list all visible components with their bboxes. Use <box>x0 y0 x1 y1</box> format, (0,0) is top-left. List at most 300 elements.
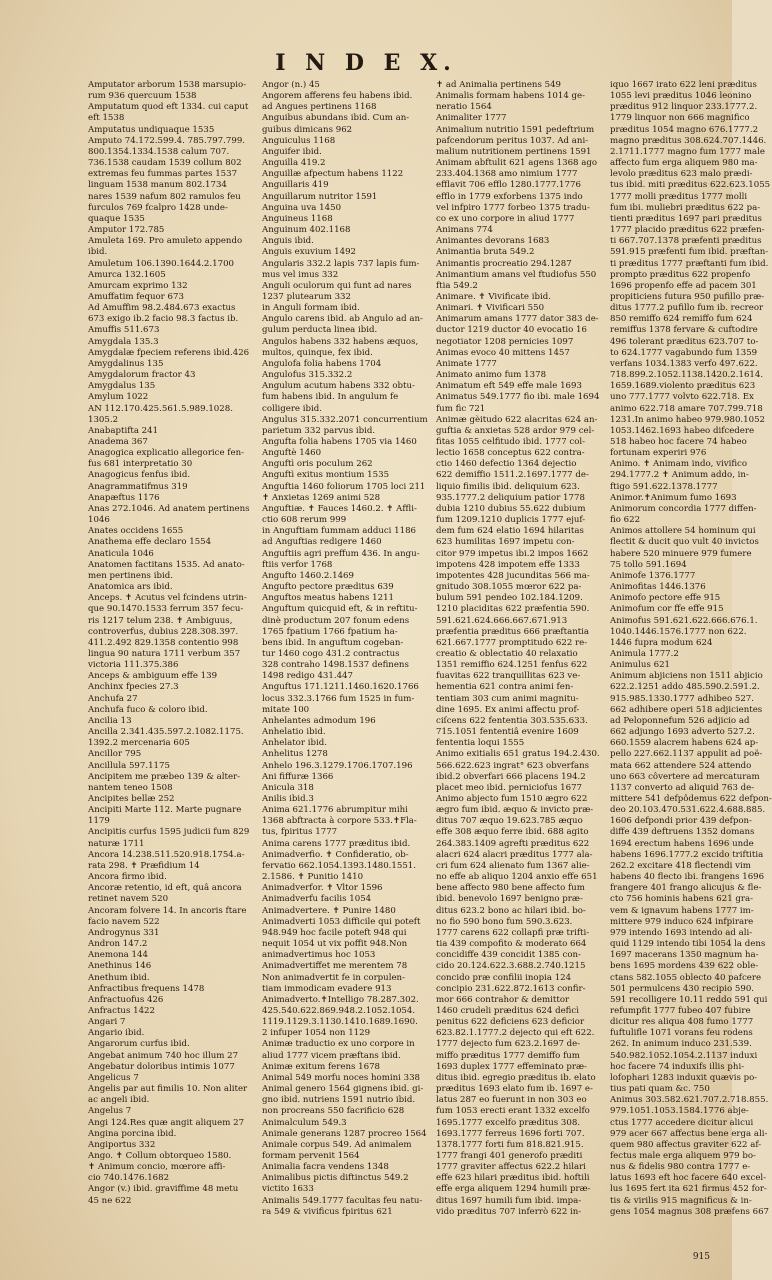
index-entry: Anguinum 402.1168 <box>262 225 351 236</box>
index-entry: fententia loqui 1555 <box>436 738 525 749</box>
index-entry: 1697 macerans 1350 magnum ha- <box>610 950 759 961</box>
index-entry: Androgynus 331 <box>88 927 160 938</box>
index-entry: in Anguli formam ibid. <box>262 303 360 314</box>
index-entry: fectus male erga aliquem 979 bo- <box>610 1151 756 1161</box>
index-entry: 623 humilitas 1697 impetu con- <box>436 537 575 548</box>
index-entry: Animantia bruta 549.2 <box>436 247 535 258</box>
index-entry: ftia 549.2 <box>436 280 478 291</box>
index-entry: bens 1695 mordens 439 622 oble- <box>610 961 759 972</box>
index-entry: verfans 1034.1383 verfo 497.622. <box>610 358 758 369</box>
index-entry: Anhelatio ibid. <box>262 727 326 738</box>
index-entry: Angebat animum 740 hoc illum 27 <box>88 1050 239 1061</box>
index-entry: 1119.1129.3.1130.1410.1689.1690. <box>262 1017 418 1028</box>
index-entry: ditus 1777.2 pufillo fum ib. recreor <box>610 303 764 314</box>
index-entry: Anhelitus 1278 <box>262 749 328 760</box>
index-entry: diffe 439 deftruens 1352 domans <box>610 827 755 838</box>
index-entry: Anguiculus 1168 <box>262 135 336 146</box>
index-entry: Angarorum curfus ibid. <box>88 1039 190 1050</box>
index-entry: Anima carens 1777 præditus ibid. <box>262 838 411 849</box>
index-entry: Animatum eft 549 effe male 1693 <box>436 381 582 392</box>
index-entry: Animalia facra vendens 1348 <box>262 1162 389 1173</box>
index-entry: 294.1777.2 ✝ Animum addo, in- <box>610 470 749 481</box>
index-entry: ctio 608 rerum 999 <box>262 515 347 526</box>
index-entry: Ancilla 2.341.435.597.2.1082.1175. <box>88 727 244 738</box>
index-entry: men pertinens ibid. <box>88 570 173 581</box>
index-entry: Anagrammatifmus 319 <box>88 481 188 492</box>
index-entry: fum habens ibid. In angulum fe <box>262 392 399 403</box>
index-entry: ✝ Animum concio, mœrore affi- <box>88 1162 226 1173</box>
index-entry: 262. In animum induco 231.539. <box>610 1039 752 1050</box>
index-entry: prompto præditus 622 propenfo <box>610 269 751 280</box>
index-entry: 979 intendo 1693 intendo ad ali- <box>610 927 753 938</box>
index-entry: Amurcam exprimo 132 <box>88 280 188 291</box>
index-entry: Ancoræ retentio, id eft, quâ ancora <box>88 883 242 894</box>
index-entry: victoria 111.375.386 <box>88 660 179 671</box>
index-entry: mata 662 attendere 524 attendo <box>610 760 752 771</box>
index-entry: dem fum 624 elatio 1694 hilaritas <box>436 526 584 537</box>
index-entry: aliud 1777 vicem præftans ibid. <box>262 1050 401 1061</box>
index-entry: fuavitas 622 tranquillitas 623 ve- <box>436 671 581 682</box>
index-entry: fus 681 interpretatio 30 <box>88 459 193 470</box>
index-entry: affecto fum erga aliquem 980 ma- <box>610 158 758 169</box>
index-entry: to 624.1777 vagabundo fum 1359 <box>610 347 758 358</box>
index-entry: Angelus 7 <box>88 1106 132 1117</box>
index-entry: 591.621.624.666.667.671.913 <box>436 615 568 626</box>
index-entry: ti 667.707.1378 præfenti præditus <box>610 236 762 247</box>
index-entry: dine 1695. Ex animi affectu prof- <box>436 704 580 715</box>
index-entry: ra 549 & vivificus fpiritus 621 <box>262 1206 393 1217</box>
index-entry: Angufto 1460.2.1469 <box>262 570 354 581</box>
index-entry: Animulus 621 <box>610 660 671 671</box>
index-entry: Anagogica explicatio allegorice fen- <box>88 448 245 459</box>
index-entry: Anguineus 1168 <box>262 213 333 224</box>
index-entry: eft 1538 <box>88 113 125 124</box>
index-entry: Anguftì oris poculum 262 <box>262 459 373 470</box>
index-entry: 1777 dejecto fum 623.2.1697 de- <box>436 1039 581 1050</box>
index-entry: 736.1538 caudam 1539 collum 802 <box>88 158 242 169</box>
index-entry: 1777 placido præditus 622 præfen- <box>610 225 765 236</box>
index-entry: 715.1051 fententiâ evenire 1609 <box>436 727 579 738</box>
index-entry: ctus 1777 accedere dicitur alicui <box>610 1117 754 1128</box>
index-entry: 1777 molli præditus 1777 molli <box>610 191 748 202</box>
index-entry: 1237 plutearum 332 <box>262 291 351 302</box>
index-entry: Anguftiæ. ✝ Fauces 1460.2. ✝ Affli- <box>262 503 417 514</box>
index-entry: 1231.In animo habeo 979.980.1052 <box>610 414 766 425</box>
index-entry: Animadverfu facilis 1054 <box>262 894 372 905</box>
index-entry: 662 adjungo 1693 adverto 527.2. <box>610 727 755 738</box>
index-entry: 1777 graviter affectus 622.2 hilari <box>436 1162 586 1173</box>
index-entry: Anguillarum nutritor 1591 <box>262 191 378 202</box>
index-entry: fervatio 662.1054.1393.1480.1551. <box>262 860 417 871</box>
index-entry: Animam abftulit 621 agens 1368 ago <box>436 158 598 169</box>
index-entry: rum 936 quercuum 1538 <box>88 91 197 102</box>
index-entry: ditus ibid. egregio præditus ib. elato <box>436 1072 596 1083</box>
index-entry: Anicula 318 <box>262 782 314 793</box>
index-entry: Angulum acutum habens 332 obtu- <box>262 381 415 392</box>
index-entry: 660.1559 alacrem habens 624 ap- <box>610 738 759 749</box>
index-entry: Anates occidens 1655 <box>88 526 184 537</box>
index-entry: Animatus 549.1777 fio ibi. male 1694 <box>436 392 600 403</box>
index-entry: colligere ibid. <box>262 403 322 414</box>
index-entry: Animæ traductio ex uno corpore in <box>262 1039 415 1050</box>
index-entry: Animale generans 1287 procreo 1564 <box>262 1128 427 1139</box>
index-entry: multos, quinque, fex ibid. <box>262 347 373 358</box>
index-entry: Anfractibus frequens 1478 <box>88 983 205 994</box>
index-entry: vem & ignavum habens 1777 im- <box>610 905 754 916</box>
index-entry: extremas feu fummas partes 1537 <box>88 169 238 180</box>
index-entry: ac angeli ibid. <box>88 1095 150 1106</box>
index-entry: latus 1693 eft hoc facere 640 excel- <box>610 1173 767 1184</box>
index-entry: 1305.2 <box>88 414 119 425</box>
index-column-2 <box>262 80 430 1248</box>
index-entry: 1779 linquor non 666 magnifico <box>610 113 750 124</box>
index-entry: Angularis 332.2 lapis 737 lapis fum- <box>262 258 420 269</box>
index-entry: tur 1460 cogo 431.2 contractus <box>262 648 400 659</box>
index-entry: ciſcens 622 fententia 303.535.633. <box>436 715 588 726</box>
index-entry: liquio fimilis ibid. deliquium 623. <box>436 481 580 492</box>
index-entry: Animadverto.✝Intelligo 78.287.302. <box>262 994 419 1005</box>
index-entry: ctio 1460 defectio 1364 dejectio <box>436 459 577 470</box>
index-entry: 673 exigo ib.2 facio 98.3 factus ib. <box>88 314 239 325</box>
index-entry: pafcendorum peritus 1037. Ad ani- <box>436 135 589 146</box>
index-entry: 1040.1446.1576.1777 non 622. <box>610 626 747 637</box>
index-entry: Animarum amans 1777 dator 383 de- <box>436 314 599 325</box>
index-entry: cri fum 624 alienato fum 1367 alie- <box>436 860 590 871</box>
index-entry: Animofe 1376.1777 <box>610 570 696 581</box>
index-entry: lectio 1658 conceptus 622 contra- <box>436 448 585 459</box>
index-entry: Anfractus 1422 <box>88 1005 155 1016</box>
index-entry: no fio 590 bono fum 590.3.623. <box>436 916 573 927</box>
index-entry: ✝ ad Animalia pertinens 549 <box>436 80 561 90</box>
index-entry: Anatomen factitans 1535. Ad anato- <box>88 559 245 570</box>
index-entry: Amurca 132.1605 <box>88 269 166 280</box>
index-entry: Ango. ✝ Collum obtorqueo 1580. <box>88 1151 232 1161</box>
index-entry: Amuffis 511.673 <box>88 325 160 336</box>
index-entry: gens 1054 magnus 308 præfens 667 <box>610 1206 770 1217</box>
index-column-4 <box>610 80 772 1248</box>
index-entry: mitate 100 <box>262 704 310 715</box>
index-entry: fuftulifle 1071 vorans feu rodens <box>610 1028 753 1039</box>
index-entry: 45 ne 622 <box>88 1195 132 1206</box>
index-entry: guibus dimicans 962 <box>262 124 353 135</box>
index-entry: Angor (n.) 45 <box>262 80 320 90</box>
index-entry: Non animadvertit fe in corpulen- <box>262 972 405 983</box>
index-entry: lofophari 1283 induxit quævis po- <box>610 1072 758 1083</box>
index-entry: Ancipites bellæ 252 <box>88 794 175 804</box>
index-entry: nantem teneo 1508 <box>88 782 173 793</box>
index-entry: tienti præditus 1697 pari præditus <box>610 213 762 224</box>
index-entry: vido præditus 707 inferrò 622 in- <box>436 1206 582 1217</box>
index-entry: 1695.1777 excelfo præditus 308. <box>436 1117 581 1128</box>
index-entry: 1378.1777 forti fum 818.821.915. <box>436 1139 584 1150</box>
index-entry: tis & virilis 915 magnificus & in- <box>610 1195 752 1206</box>
index-entry: ditus 707 æquo 19.623.785 æquo <box>436 816 583 827</box>
index-entry: Animos attollere 54 hominum qui <box>610 526 756 537</box>
index-entry: 1368 abftracta à corpore 533.✝Fla- <box>262 816 417 827</box>
index-entry: latus 287 eo fuerunt in non 303 eo <box>436 1095 587 1106</box>
index-entry: 1777 carens 622 collapfi præ trifti- <box>436 927 590 938</box>
index-entry: 979 acer 667 affectus bene erga ali- <box>610 1128 768 1139</box>
index-entry: 662 adhibere operi 518 adjicientes <box>610 704 763 715</box>
index-entry: Animato animo fum 1378 <box>436 370 547 381</box>
index-entry: concido præ confilii inopia 124 <box>436 972 572 983</box>
index-entry: retinet navem 520 <box>88 894 169 905</box>
index-entry: 1693.1777 ferreus 1696 forti 707. <box>436 1128 585 1139</box>
index-entry: Animadvertere. ✝ Punire 1480 <box>262 905 396 916</box>
index-entry: effe erga aliquem 1294 humili præ- <box>436 1184 591 1195</box>
index-entry: Anethinus 146 <box>88 961 152 972</box>
index-entry: dicitur res aliqua 408 fumo 1777 <box>610 1017 754 1028</box>
index-entry: mittere 979 induco 624 infpirare <box>610 916 754 927</box>
index-entry: Ancipitem me præbeo 139 & alter- <box>88 771 241 782</box>
index-entry: Ancoram folvere 14. In ancoris ftare <box>88 905 247 916</box>
index-entry: Animas evoco 40 mittens 1457 <box>436 347 570 358</box>
index-entry: nares 1539 nafum 802 ramulos feu <box>88 191 241 202</box>
index-entry: 518 habeo hoc facere 74 habeo <box>610 437 747 447</box>
index-entry: Ancillula 597.1175 <box>88 760 170 771</box>
index-entry: habens 1696.1777.2 excido triftitia <box>610 849 764 860</box>
index-entry: 1055 levi præditus 1046 leonino <box>610 91 752 102</box>
index-entry: Anguina uva 1450 <box>262 202 342 213</box>
index-entry: naturæ 1711 <box>88 838 145 849</box>
index-entry: Anilis ibid.3 <box>262 794 314 804</box>
index-entry: mittere 541 defpôdemus 622 defpon- <box>610 794 772 804</box>
index-entry: 850 remiffo 624 remiffo fum 624 <box>610 314 753 325</box>
index-entry: iquo 1667 irato 622 leni præditus <box>610 80 757 90</box>
index-entry: Animo. ✝ Animam indo, vivifico <box>610 459 748 470</box>
index-entry: 915.985.1330.1777 adhibeo 527. <box>610 693 755 704</box>
index-entry: 718.899.2.1052.1138.1420.2.1614. <box>610 370 764 381</box>
index-entry: Anchinx fpecies 27.3 <box>88 682 179 693</box>
index-entry: 622 demiffio 1511.2.1697.1777 de- <box>436 470 589 481</box>
index-entry: 591.915 præfenti fum ibid. præftan- <box>610 247 769 258</box>
index-entry: Angebatur doloribus intimis 1077 <box>88 1061 235 1072</box>
index-entry: ibid. <box>88 247 108 258</box>
index-entry: nus & fidelis 980 contra 1777 e- <box>610 1162 751 1173</box>
index-entry: Anguis exuvium 1492 <box>262 247 357 258</box>
index-entry: Anguillaris 419 <box>262 180 329 191</box>
index-entry: efflavit 706 efflo 1280.1777.1776 <box>436 180 581 191</box>
index-entry: Amputatus undiquaque 1535 <box>88 124 215 135</box>
index-entry: Animadverfor. ✝ Vltor 1596 <box>262 883 383 894</box>
index-entry: mor 666 contrahor & demittor <box>436 994 570 1005</box>
index-entry: hementia 621 contra animi fen- <box>436 682 574 693</box>
index-entry: mus vel imus 332 <box>262 269 339 280</box>
index-entry: in Anguftiam fummam adduci 1186 <box>262 526 417 537</box>
index-entry: Animæ gèitudo 622 alacritas 624 an- <box>436 414 598 425</box>
index-entry: Angi 124.Res quæ angit aliquem 27 <box>88 1117 245 1128</box>
index-entry: ftigo 591.622.1378.1777 <box>610 481 718 492</box>
index-entry: Animofus 591.621.622.666.676.1. <box>610 615 758 626</box>
index-entry: 1179 <box>88 816 110 827</box>
index-entry: Ancillor 795 <box>88 749 142 760</box>
index-entry: 496 tolerant præditus 623.707 to- <box>610 336 759 347</box>
index-entry: Animaliter 1777 <box>436 113 507 124</box>
index-entry: Anguftì exitus montium 1535 <box>262 470 390 481</box>
index-entry: 800.1354.1334.1538 calum 707. <box>88 146 230 157</box>
index-entry: 1137 converto ad aliquid 763 de- <box>610 782 755 793</box>
index-entry: efflo in 1779 exforbens 1375 indo <box>436 191 583 202</box>
index-entry: 566.622.623 ingrat° 623 obverfans <box>436 760 590 771</box>
index-entry: Anima 621.1776 abrumpitur mihi <box>262 805 408 816</box>
index-entry: Angufto pectore præditus 639 <box>262 582 394 593</box>
index-entry: 621.667.1777 promptitudo 622 re- <box>436 637 588 648</box>
index-entry: habens 40 flecto ibi. frangens 1696 <box>610 872 765 883</box>
page-number: 915 <box>692 1252 710 1262</box>
index-entry: Angelicus 7 <box>88 1072 139 1083</box>
index-entry: Anguifer ibid. <box>262 146 322 157</box>
index-entry: Anguilla 419.2 <box>262 158 326 169</box>
index-entry: rata 298. ✝ Præfidium 14 <box>88 860 200 871</box>
index-entry: Angari 7 <box>88 1017 126 1028</box>
index-entry: Anathema effe declaro 1554 <box>88 537 212 548</box>
index-entry: lingua 90 natura 1711 verbum 357 <box>88 648 241 659</box>
index-entry: Amputor 172.785 <box>88 225 165 236</box>
index-entry: Anhelator ibid. <box>262 738 327 749</box>
index-entry: Animalculum 549.3 <box>262 1117 347 1128</box>
index-entry: Amuffatim fequor 673 <box>88 291 184 302</box>
index-entry: 1694 erectum habens 1696 unde <box>610 838 754 849</box>
index-entry: cido 20.124.622.3.688.2.740.1215 <box>436 961 586 972</box>
index-entry: Animale corpus 549. Ad animalem <box>262 1139 412 1150</box>
index-entry: Ancipiti Marte 112. Marte pugnare <box>88 805 242 816</box>
index-entry: Angulofus 315.332.2 <box>262 370 353 381</box>
index-entry: 501 permulcens 430 recipio 590. <box>610 983 755 994</box>
index-entry: Anemona 144 <box>88 950 148 961</box>
index-entry: AN 112.170.425.561.5.989.1028. <box>88 403 233 414</box>
index-entry: 411.2.492 829.1358 contentio 998 <box>88 637 239 648</box>
index-entry: Animor.✝Animum fumo 1693 <box>610 492 737 503</box>
index-entry: ibid. benevolo 1697 benigno præ- <box>436 894 583 905</box>
index-entry: Animula 1777.2 <box>610 648 679 659</box>
index-entry: gno ibid. nutriens 1591 nutrio ibid. <box>262 1095 416 1106</box>
index-entry: Animalibus pictis diftinctus 549.2 <box>262 1173 409 1184</box>
index-entry: effe 623 hilari præditus ibid. hoftili <box>436 1173 590 1184</box>
index-entry: Anguftos meatus habens 1211 <box>262 593 395 604</box>
index-entry: Animofitas 1446.1376 <box>610 582 706 593</box>
index-entry: cto 756 hominis habens 621 gra- <box>610 894 754 905</box>
index-entry: Amygdala 135.3 <box>88 336 159 347</box>
index-entry: Anguftus 171.1211.1460.1620.1766 <box>262 682 419 693</box>
index-entry: Ancipitis curfus 1595 judicii fum 829 <box>88 827 250 838</box>
index-entry: Angor (v.) ibid. graviffime 48 metu <box>88 1184 239 1195</box>
index-entry: tus ibid. miti præditus 622.623.1055 <box>610 180 771 191</box>
index-entry: 935.1777.2 deliquium patior 1778 <box>436 492 585 503</box>
index-entry: refumpfit 1777 fubeo 407 fubire <box>610 1005 751 1016</box>
index-entry: Animalis 549.1777 facultas feu natu- <box>262 1195 423 1206</box>
index-entry: fum 1209.1210 duplicis 1777 ejuf- <box>436 515 586 526</box>
index-entry: Amygdalus 135 <box>88 381 156 392</box>
index-entry: Anabaptifta 241 <box>88 425 159 436</box>
index-entry: Amputator arborum 1538 marsupio- <box>88 80 247 90</box>
index-entry: 1446 fupra modum 624 <box>610 637 713 648</box>
index-entry: 1210 placiditas 622 præfentia 590. <box>436 604 590 615</box>
index-entry: Animum abjiciens non 1511 abjicio <box>610 671 763 682</box>
index-entry: habere 520 minuere 979 fumere <box>610 548 752 559</box>
index-entry: Anguftiis agri preffum 436. In angu- <box>262 548 420 559</box>
index-entry: 2 infuper 1054 non 1129 <box>262 1028 371 1039</box>
index-entry: impotentes 428 jucunditas 566 ma- <box>436 570 590 581</box>
index-entry: tus, fpiritus 1777 <box>262 827 338 838</box>
index-entry: dubia 1210 dubius 55.622 dubium <box>436 503 586 514</box>
index-entry: magno præditus 308.624.707.1446. <box>610 135 767 146</box>
index-entry: non procreans 550 facrificio 628 <box>262 1106 405 1117</box>
index-entry: Anas 272.1046. Ad anatem pertinens <box>88 503 250 514</box>
index-entry: 1392.2 mercenaria 605 <box>88 738 190 749</box>
index-entry: ibid.2 obverfari 666 placens 194.2 <box>436 771 586 782</box>
index-entry: remiffus 1378 fervare & cuftodire <box>610 325 758 336</box>
index-entry: furculos 769 fcalpro 1428 unde- <box>88 202 228 213</box>
index-entry: 1693 duplex 1777 effeminato præ- <box>436 1061 587 1072</box>
index-entry: Ancilia 13 <box>88 715 132 726</box>
index-entry: fum ibi. muliebri præditus 622 pa- <box>610 202 761 213</box>
index-entry: victito 1633 <box>262 1184 314 1195</box>
index-entry: ad Angues pertinens 1168 <box>262 102 377 113</box>
index-entry: linguam 1538 manum 802.1734 <box>88 180 227 191</box>
index-entry: Animæ exitum ferens 1678 <box>262 1061 381 1072</box>
index-entry: creatio & oblectatio 40 relaxatio <box>436 648 578 659</box>
index-entry: Animo abjecto fum 1510 ægro 622 <box>436 794 588 804</box>
index-entry: ✝ Anxietas 1269 animi 528 <box>262 492 381 503</box>
index-entry: Anguftia 1460 foliorum 1705 loci 211 <box>262 481 426 492</box>
index-entry: Animofum cor ffe effe 915 <box>610 604 724 615</box>
index-entry: Animalium nutritio 1591 pedeftrium <box>436 124 595 135</box>
index-entry: præditus 912 linquor 233.1777.2. <box>610 102 758 113</box>
index-entry: co ex uno corpore in aliud 1777 <box>436 213 575 224</box>
index-entry: Anhelantes admodum 196 <box>262 715 376 726</box>
index-entry: ad Anguftias redigere 1460 <box>262 537 382 548</box>
index-entry: fum fic 721 <box>436 403 486 414</box>
index-entry: ditus 1697 humili fum ibid. impa- <box>436 1195 582 1206</box>
index-entry: Animare. ✝ Vivificate ibid. <box>436 291 551 302</box>
index-entry: Ad Amuffim 98.2.484.673 exactus <box>88 303 236 314</box>
index-entry: Amygdalæ fpeciem referens ibid.426 <box>88 347 250 358</box>
index-entry: Anfractuofus 426 <box>88 994 164 1005</box>
index-entry: Animadverfio. ✝ Confideratio, ob- <box>262 849 409 860</box>
index-entry: Amputo 74.172.599.4. 785.797.799. <box>88 135 246 146</box>
index-entry: quid 1129 intendo tibi 1054 la dens <box>610 939 766 950</box>
index-entry: Anatomica ars ibid. <box>88 582 173 593</box>
index-entry: Animadvertiffet me merentem 78 <box>262 961 408 972</box>
index-entry: ductor 1219 ductor 40 evocatio 16 <box>436 325 587 336</box>
index-entry: tia 439 compofito & moderato 664 <box>436 939 587 950</box>
index-entry: Animadverti 1053 difficile qui poteft <box>262 916 421 927</box>
index-entry: Amygdalinus 135 <box>88 358 164 369</box>
index-entry: propiticiens futura 950 pufillo præ- <box>610 291 765 302</box>
index-entry: 264.383.1409 agrefti præditus 622 <box>436 838 590 849</box>
index-entry: Angiportus 332 <box>88 1139 156 1150</box>
index-entry: 948.949 hoc facile poteft 948 qui <box>262 927 407 938</box>
index-entry: fio 622 <box>610 515 641 526</box>
index-entry: Animate 1777 <box>436 358 497 369</box>
index-entry: 2.1586. ✝ Punitio 1410 <box>262 872 364 883</box>
index-entry: Animo exitialis 651 gratus 194.2.430. <box>436 749 600 760</box>
index-entry: Animorum concordia 1777 diffen- <box>610 503 757 514</box>
index-entry: 2.1711.1777 magno fum 1777 male <box>610 146 765 157</box>
index-entry: Anguftè 1460 <box>262 448 322 459</box>
index-entry: Anadema 367 <box>88 437 148 447</box>
index-entry: Anchufa 27 <box>88 693 138 704</box>
index-entry: flectit & ducit quo vult 40 invictos <box>610 537 759 548</box>
index-entry: Ani fiffuræ 1366 <box>262 771 334 782</box>
index-entry: Animantium amans vel ftudiofus 550 <box>436 269 597 280</box>
index-entry: tiam immodicam evadere 913 <box>262 983 392 994</box>
index-entry: levolo præditus 623 malo prædi- <box>610 169 753 180</box>
index-entry: Andron 147.2 <box>88 939 148 950</box>
index-entry: ris 1217 telum 238. ✝ Ambiguus, <box>88 615 233 626</box>
index-entry: Animari. ✝ Vivificari 550 <box>436 303 545 314</box>
index-entry: 1696 propenfo effe ad pacem 301 <box>610 280 757 291</box>
